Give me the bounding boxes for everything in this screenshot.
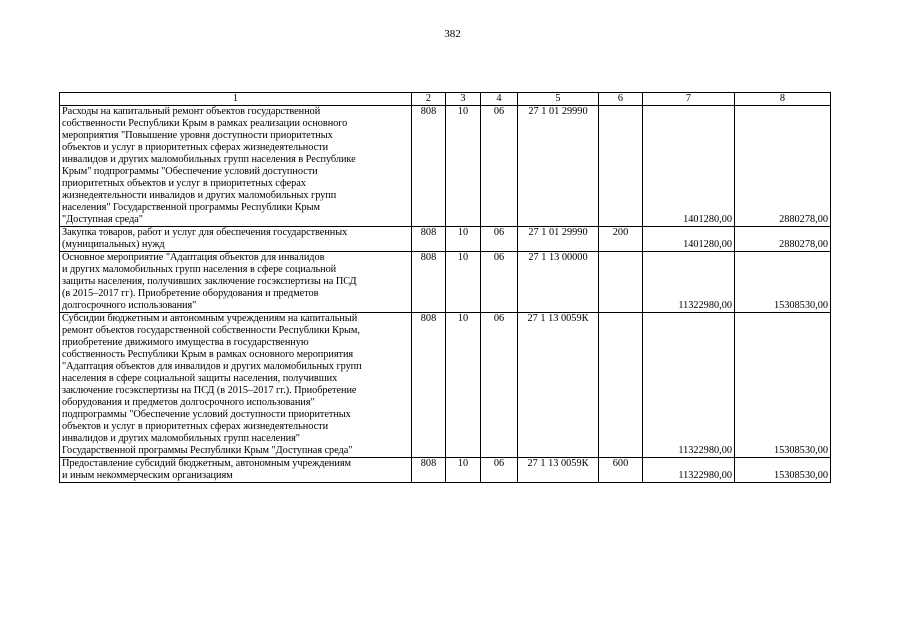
budget-table: [59, 92, 831, 483]
cell-col6: [599, 106, 643, 227]
cell-col4: 06: [481, 252, 518, 313]
cell-col8: 2880278,00: [735, 106, 831, 227]
table-row: [60, 252, 831, 313]
cell-col7: 1401280,00: [643, 106, 735, 227]
column-header-1: 1: [60, 93, 412, 106]
column-header-4: 4: [481, 93, 518, 106]
cell-col8: 2880278,00: [735, 227, 831, 252]
row-description: Закупка товаров, работ и услуг для обеспечения государственных (муниципальных) нужд: [60, 227, 412, 252]
cell-col3: 10: [446, 458, 481, 483]
cell-col2: 808: [412, 227, 446, 252]
cell-col4: 06: [481, 227, 518, 252]
cell-col5: 27 1 01 29990: [518, 227, 599, 252]
row-description: Субсидии бюджетным и автономным учреждениям на капитальный ремонт объектов государственной собственности Республики Крым, приобретение движимого имущества в государственную собственность Республики Крым в рамках основного мероприятия "Адаптация объектов для инвалидов и других маломобильных групп населения в сфере социальной защиты населения, получивших заключение госэкспертизы на ПСД (в 2015–2017 гг.). Приобретение оборудования и предметов долгосрочного использования" подпрограммы "Обеспечение условий доступности приоритетных объектов и услуг в приоритетных сферах жизнедеятельности инвалидов и других маломобильных групп населения" Государственной программы Республики Крым "Доступная среда": [60, 313, 412, 458]
table-row: [60, 458, 831, 483]
column-header-7: 7: [643, 93, 735, 106]
cell-col2: 808: [412, 313, 446, 458]
cell-col4: 06: [481, 458, 518, 483]
cell-col8: 15308530,00: [735, 458, 831, 483]
table-row: [60, 227, 831, 252]
column-header-2: 2: [412, 93, 446, 106]
cell-col5: 27 1 01 29990: [518, 106, 599, 227]
cell-col6: 200: [599, 227, 643, 252]
cell-col3: 10: [446, 313, 481, 458]
cell-col2: 808: [412, 458, 446, 483]
column-header-6: 6: [599, 93, 643, 106]
cell-col2: 808: [412, 106, 446, 227]
cell-col7: 11322980,00: [643, 458, 735, 483]
cell-col2: 808: [412, 252, 446, 313]
cell-col8: 15308530,00: [735, 252, 831, 313]
cell-col4: 06: [481, 313, 518, 458]
column-header-3: 3: [446, 93, 481, 106]
row-description: Основное мероприятие "Адаптация объектов для инвалидов и других маломобильных групп населения в сфере социальной защиты населения, получивших заключение госэкспертизы на ПСД (в 2015–2017 гг). Приобретение оборудования и предметов долгосрочного использования": [60, 252, 412, 313]
table-row: [60, 313, 831, 458]
cell-col5: 27 1 13 0059К: [518, 313, 599, 458]
cell-col6: [599, 252, 643, 313]
cell-col6: 600: [599, 458, 643, 483]
cell-col7: 11322980,00: [643, 313, 735, 458]
cell-col6: [599, 313, 643, 458]
cell-col8: 15308530,00: [735, 313, 831, 458]
cell-col7: 11322980,00: [643, 252, 735, 313]
cell-col5: 27 1 13 0059К: [518, 458, 599, 483]
cell-col5: 27 1 13 00000: [518, 252, 599, 313]
table-header-row: [60, 93, 831, 106]
cell-col7: 1401280,00: [643, 227, 735, 252]
row-description: Предоставление субсидий бюджетным, автономным учреждениям и иным некоммерческим организациям: [60, 458, 412, 483]
table-row: [60, 106, 831, 227]
row-description: Расходы на капитальный ремонт объектов государственной собственности Республики Крым в рамках реализации основного мероприятия "Повышение уровня доступности приоритетных объектов и услуг в приоритетных сферах жизнедеятельности инвалидов и других маломобильных групп населения в Республике Крым" подпрограммы "Обеспечение условий доступности приоритетных объектов и услуг в приоритетных сферах жизнедеятельности инвалидов и других маломобильных групп населения" Государственной программы Республики Крым "Доступная среда": [60, 106, 412, 227]
column-header-5: 5: [518, 93, 599, 106]
column-header-8: 8: [735, 93, 831, 106]
cell-col3: 10: [446, 252, 481, 313]
cell-col3: 10: [446, 106, 481, 227]
cell-col4: 06: [481, 106, 518, 227]
cell-col3: 10: [446, 227, 481, 252]
page-number: 382: [444, 28, 461, 40]
